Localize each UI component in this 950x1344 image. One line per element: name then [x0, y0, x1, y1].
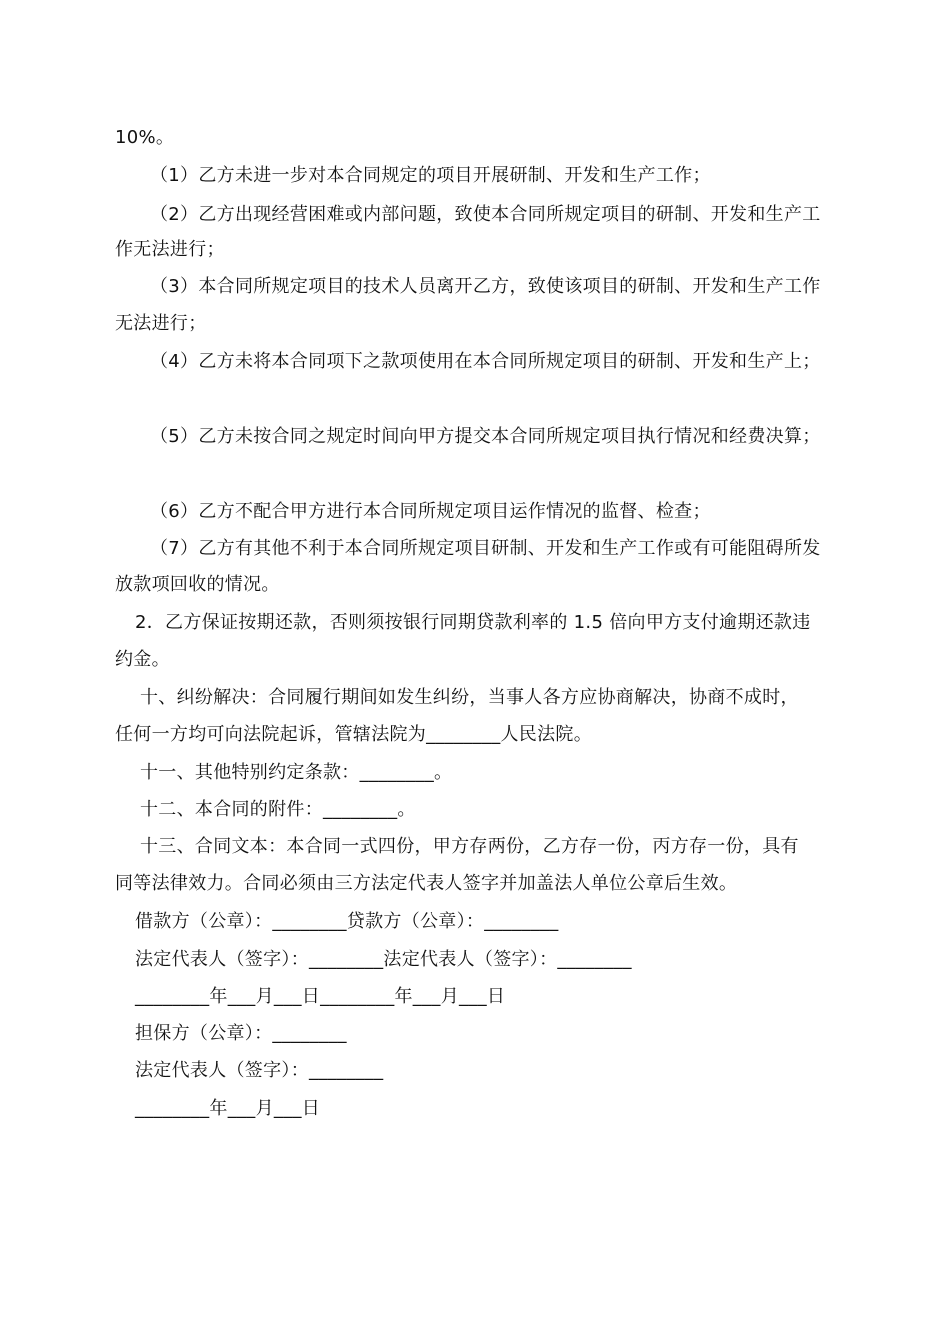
clause-2-repayment: 2．乙方保证按期还款，否则须按银行同期贷款利率的 1.5 倍向甲方支付逾期还款违: [135, 612, 811, 633]
signature-guarantor-date: ________年___月___日: [135, 1098, 321, 1119]
clause-item-1: （1）乙方未进一步对本合同规定的项目开展研制、开发和生产工作；: [150, 165, 711, 186]
clause-item-5: （5）乙方未按合同之规定时间向甲方提交本合同所规定项目执行情况和经费决算；: [150, 426, 821, 447]
text-line-continuation: 10%。: [115, 127, 175, 148]
signature-legal-representatives: 法定代表人（签字）：________法定代表人（签字）：________: [135, 949, 632, 970]
signature-guarantor-seal: 担保方（公章）：________: [135, 1023, 347, 1044]
signature-guarantor-representative: 法定代表人（签字）：________: [135, 1060, 384, 1081]
clause-item-7: （7）乙方有其他不利于本合同所规定项目研制、开发和生产工作或有可能阻碍所发: [150, 538, 821, 559]
clause-item-4: （4）乙方未将本合同项下之款项使用在本合同所规定项目的研制、开发和生产上；: [150, 351, 821, 372]
section-13-continuation: 同等法律效力。合同必须由三方法定代表人签字并加盖法人单位公章后生效。: [115, 873, 738, 894]
section-12-attachments: 十二、本合同的附件：________。: [140, 799, 416, 820]
clause-item-3-continuation: 无法进行；: [115, 313, 207, 334]
clause-item-7-continuation: 放款项回收的情况。: [115, 574, 280, 595]
signature-dates: ________年___月___日________年___月___日: [135, 986, 506, 1007]
section-13-copies: 十三、合同文本：本合同一式四份，甲方存两份，乙方存一份，丙方存一份，具有: [140, 836, 799, 857]
section-11-special-terms: 十一、其他特别约定条款：________。: [140, 762, 453, 783]
section-10-dispute: 十、纠纷解决：合同履行期间如发生纠纷，当事人各方应协商解决，协商不成时，: [140, 687, 799, 708]
clause-item-3: （3）本合同所规定项目的技术人员离开乙方，致使该项目的研制、开发和生产工作: [150, 276, 821, 297]
signature-borrower-lender-seal: 借款方（公章）：________贷款方（公章）：________: [135, 911, 559, 932]
clause-item-2: （2）乙方出现经营困难或内部问题，致使本合同所规定项目的研制、开发和生产工: [150, 204, 821, 225]
clause-item-6: （6）乙方不配合甲方进行本合同所规定项目运作情况的监督、检查；: [150, 501, 711, 522]
clause-2-continuation: 约金。: [115, 649, 170, 670]
section-10-continuation: 任何一方均可向法院起诉，管辖法院为________人民法院。: [115, 724, 592, 745]
clause-item-2-continuation: 作无法进行；: [115, 239, 225, 260]
